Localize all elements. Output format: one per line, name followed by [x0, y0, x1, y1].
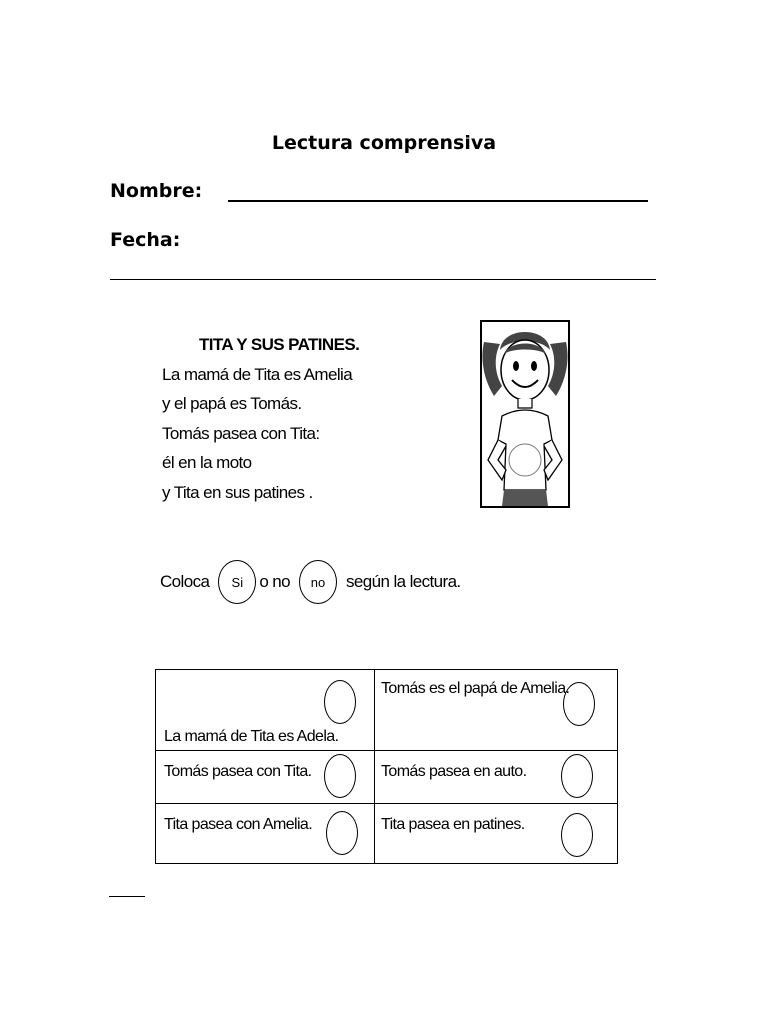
quiz-cell [156, 803, 375, 863]
quiz-statement: Tomás pasea con Tita. [164, 763, 312, 781]
answer-circle[interactable] [561, 754, 593, 798]
story-line: él en la moto [162, 453, 252, 472]
left-arm [488, 440, 506, 480]
quiz-table [155, 669, 618, 864]
quiz-cell [375, 751, 618, 803]
skirt [502, 490, 548, 506]
right-arm [544, 440, 562, 480]
name-line[interactable] [228, 200, 648, 202]
short-line [109, 896, 145, 897]
right-eye [531, 361, 537, 371]
story-title: TITA Y SUS PATINES. [199, 335, 360, 354]
instruction-middle: o no [259, 572, 291, 591]
quiz-cell [375, 670, 618, 751]
quiz-statement: Tita pasea en patines. [381, 815, 525, 833]
left-eye [513, 361, 519, 371]
date-line[interactable] [110, 279, 656, 280]
story-line: La mamá de Tita es Amelia [162, 364, 353, 384]
answer-circle[interactable] [561, 813, 593, 857]
answer-circle[interactable] [324, 754, 356, 798]
answer-circle[interactable] [563, 682, 595, 726]
quiz-statement: Tomás pasea en auto. [381, 763, 527, 781]
girl-illustration [480, 320, 570, 508]
quiz-statement: Tomás es el papá de Amelia. [381, 680, 570, 697]
instruction [160, 560, 461, 604]
name-label: Nombre: [110, 180, 203, 202]
quiz-cell [156, 751, 375, 803]
answer-circle[interactable] [324, 680, 356, 724]
table-row [156, 751, 618, 803]
quiz-cell [156, 670, 375, 751]
answer-circle[interactable] [326, 811, 358, 855]
story-line: y el papá es Tomás. [162, 394, 302, 413]
story-line: Tomás pasea con Tita: [162, 423, 320, 443]
neck [518, 399, 532, 408]
quiz-cell [375, 803, 618, 863]
table-row [156, 803, 618, 863]
right-pigtail [548, 342, 568, 396]
yes-oval: Si [218, 560, 256, 604]
left-pigtail [482, 342, 502, 396]
shirt [498, 410, 552, 490]
table-row [156, 670, 618, 751]
no-oval: no [299, 560, 337, 604]
instruction-before: Coloca [160, 572, 210, 591]
instruction-after: según la lectura. [346, 572, 461, 591]
date-label: Fecha: [110, 229, 181, 251]
quiz-statement: La mamá de Tita es Adela. [164, 728, 339, 746]
quiz-statement: Tita pasea con Amelia. [164, 815, 313, 833]
story-line: y Tita en sus patines . [162, 482, 313, 502]
page-title: Lectura comprensiva [271, 132, 497, 154]
story [162, 330, 359, 507]
